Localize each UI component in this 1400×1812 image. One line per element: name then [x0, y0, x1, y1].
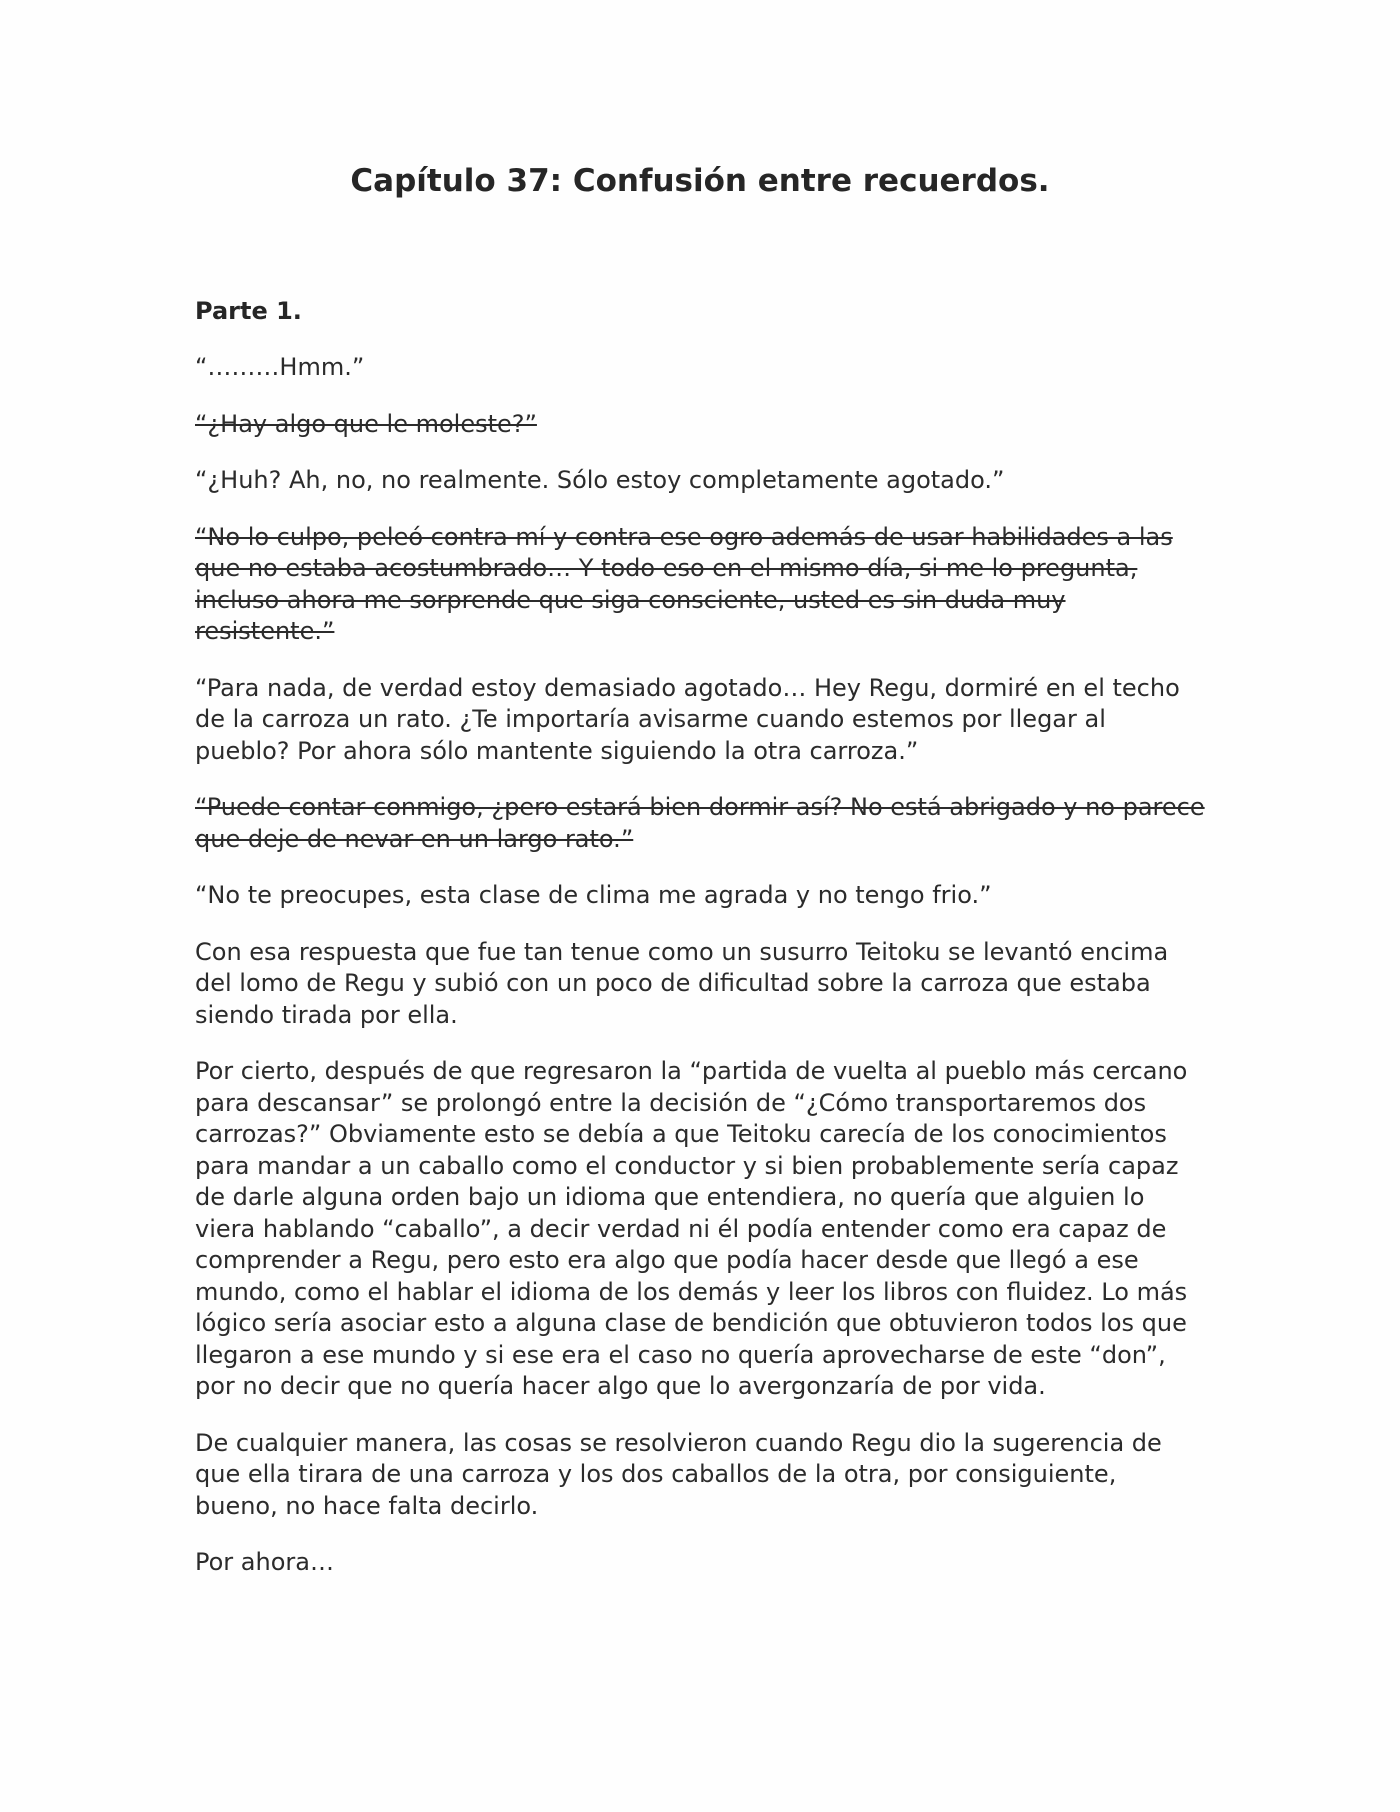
dialogue-line: “¿Huh? Ah, no, no realmente. Sólo estoy completamente agotado.”	[195, 466, 1005, 494]
struck-dialogue-line: “¿Hay algo que le moleste?”	[195, 409, 537, 438]
dialogue-line: “Para nada, de verdad estoy demasiado agotado… Hey Regu, dormiré en el techo de la carroza un rato. ¿Te importaría avisarme cuando estemos por llegar al pueblo? Por ahora sólo mantente siguiendo la otra carroza.”	[195, 673, 1180, 765]
narrative-paragraph: Con esa respuesta que fue tan tenue como un susurro Teitoku se levantó encima del lomo de Regu y subió con un poco de dificultad sobre la carroza que estaba siendo tirada por ella.	[195, 937, 1169, 1029]
narrative-paragraph: Por ahora…	[195, 1548, 334, 1576]
chapter-title: Capítulo 37: Confusión entre recuerdos.	[350, 163, 1050, 199]
dialogue-line: “………Hmm.”	[195, 353, 365, 381]
part-heading: Parte 1.	[195, 297, 302, 325]
narrative-paragraph: De cualquier manera, las cosas se resolvieron cuando Regu dio la sugerencia de que ella tirara de una carroza y los dos caballos de la otra, por consiguiente, bueno, no hace falta decirlo.	[195, 1428, 1162, 1520]
struck-dialogue-line: “No lo culpo, peleó contra mí y contra ese ogro además de usar habilidades a las que no estaba acostumbrado… Y todo eso en el mismo día, si me lo pregunta, incluso ahora me sorprende que siga consciente, usted es sin duda muy resistente.”	[195, 522, 1173, 645]
dialogue-line: “No te preocupes, esta clase de clima me agrada y no tengo frio.”	[195, 881, 992, 909]
narrative-paragraph: Por cierto, después de que regresaron la “partida de vuelta al pueblo más cercano para descansar” se prolongó entre la decisión de “¿Cómo transportaremos dos carrozas?” Obviamente esto se debía a que Teitoku carecía de los conocimientos para mandar a un caballo como el conductor y si bien probablemente sería capaz de darle alguna orden bajo un idioma que entendiera, no quería que alguien lo viera hablando “caballo”, a decir verdad ni él podía entender como era capaz de comprender a Regu, pero esto era algo que podía hacer desde que llegó a ese mundo, como el hablar el idioma de los demás y leer los libros con fluidez. Lo más lógico sería asociar esto a alguna clase de bendición que obtuvieron todos los que llegaron a ese mundo y si ese era el caso no quería aprovecharse de este “don”, por no decir que no quería hacer algo que lo avergonzaría de por vida.	[195, 1057, 1188, 1400]
struck-dialogue-line: “Puede contar conmigo, ¿pero estará bien dormir así? No está abrigado y no parece que deje de nevar en un largo rato.”	[195, 793, 1205, 853]
